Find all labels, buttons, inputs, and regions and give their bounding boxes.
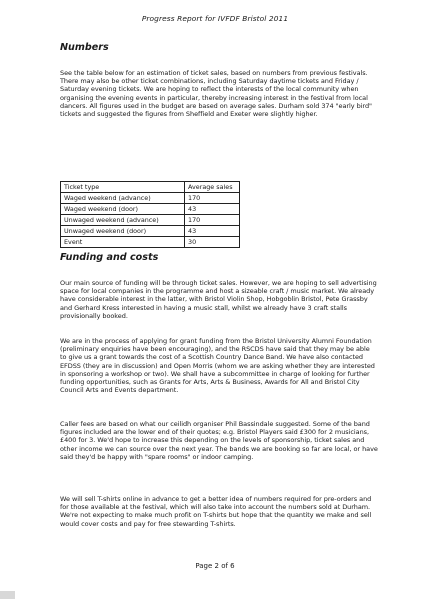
table-cell: 170 xyxy=(185,193,240,204)
page-header: Progress Report for IVFDF Bristol 2011 xyxy=(141,14,289,23)
table-row xyxy=(61,193,240,204)
table-row xyxy=(61,226,240,237)
funding-heading: Funding and costs xyxy=(60,252,159,263)
table-cell: 170 xyxy=(185,215,240,226)
table-cell: Unwaged weekend (door) xyxy=(61,226,185,237)
funding-paragraph-2: We are in the process of applying for grant funding from the Bristol University Alumni Foundation (preliminary enquiries have been encouraging), and the RSCDS have said that they may be able to give us a grant towards the cost of a Scottish Country Dance Band. We have also contacted EFDSS (they are in discussion) and Open Morris (whom we are asking whether they are interested in sponsoring a workshop or two). We shall have a subcommittee in charge of looking for further funding opportunities, such as Grants for Arts, Arts & Business, Awards for All and Bristol City Council Arts and Events department. xyxy=(60,337,375,395)
table-cell: Waged weekend (door) xyxy=(61,204,185,215)
table-cell: Waged weekend (advance) xyxy=(61,193,185,204)
funding-paragraph-3: Caller fees are based on what our ceilidh organiser Phil Bassindale suggested. Some of the band figures included are the lower end of their quotes; e.g. Bristol Players said £300 for 2 musicians, £400 for 3. We'd hope to increase this depending on the levels of sponsorship, ticket sales and other income we can source over the next year. The bands we are booking so far are local, or have said they'd be happy with "spare rooms" or indoor camping. xyxy=(60,420,378,461)
table-cell: 43 xyxy=(185,204,240,215)
page-number: Page 2 of 6 xyxy=(195,562,235,570)
table-cell: Event xyxy=(61,237,185,248)
ticket-sales-table xyxy=(60,181,240,248)
table-cell: Unwaged weekend (advance) xyxy=(61,215,185,226)
table-header-row xyxy=(61,182,240,193)
table-row xyxy=(61,215,240,226)
numbers-paragraph: See the table below for an estimation of ticket sales, based on numbers from previous festivals. There may also be other ticket combinations, including Saturday daytime tickets and Friday / Saturday evening tickets. We are hoping to reflect the interests of the local community when organising the evening events in particular, thereby increasing interest in the festival from local dancers. All figures used in the budget are based on average sales. Durham sold 374 "early bird" tickets and suggested the figures from Sheffield and Exeter were slightly higher. xyxy=(60,69,372,119)
scan-edge-mark xyxy=(0,591,15,599)
table-cell: 30 xyxy=(185,237,240,248)
table-header-cell: Ticket type xyxy=(61,182,185,193)
numbers-heading: Numbers xyxy=(60,42,109,53)
table-cell: 43 xyxy=(185,226,240,237)
table-row xyxy=(61,237,240,248)
table-header-cell: Average sales xyxy=(185,182,240,193)
funding-paragraph-1: Our main source of funding will be through ticket sales. However, we are hoping to sell advertising space for local companies in the programme and host a sizeable craft / music market. We already have considerable interest in the latter, with Bristol Violin Shop, Hobgoblin Bristol, Pete Grassby and Gerhard Kress interested in having a music stall, whilst we already have 3 craft stalls provisionally booked. xyxy=(60,279,377,320)
funding-paragraph-4: We will sell T-shirts online in advance to get a better idea of numbers required for pre-orders and for those available at the festival, which will also take into account the numbers sold at Durham. We're not expecting to make much profit on T-shirts but hope that the quantity we make and sell would cover costs and pay for free stewarding T-shirts. xyxy=(60,495,372,528)
table-row xyxy=(61,204,240,215)
